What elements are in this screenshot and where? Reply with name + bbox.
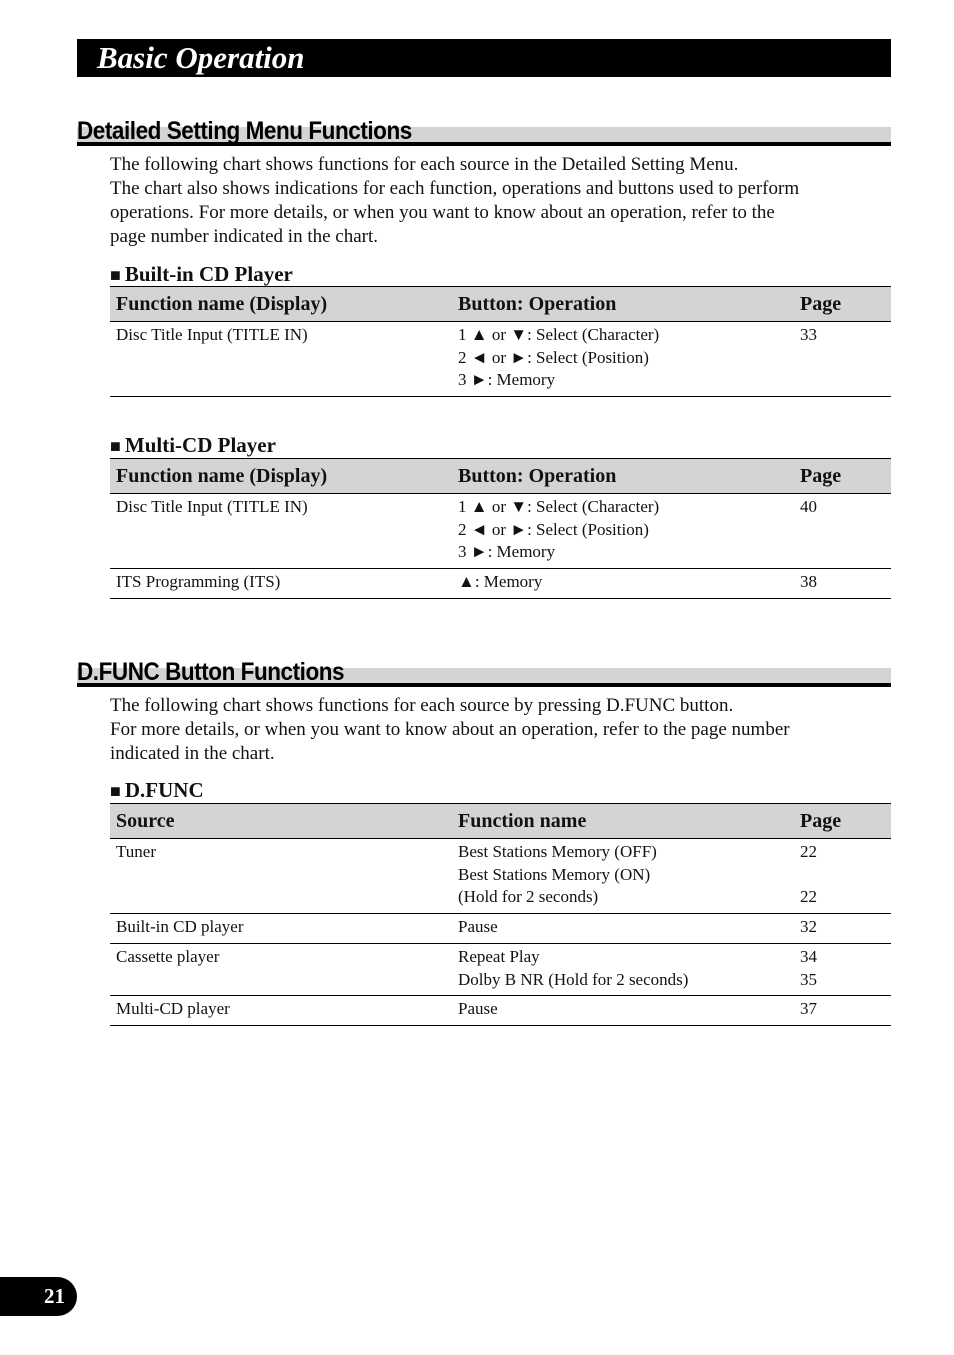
- source-cell: Built-in CD player: [110, 914, 452, 944]
- page-cell: [794, 943, 891, 995]
- page-line: 22: [800, 842, 817, 861]
- chapter-title: Basic Operation: [97, 40, 305, 75]
- subheading-builtin-cd: [110, 262, 293, 287]
- operation-line: 3 ►: Memory: [458, 370, 556, 390]
- section-title: Detailed Setting Menu Functions: [77, 117, 412, 145]
- table-row: [110, 322, 891, 397]
- function-line: Pause: [458, 917, 498, 937]
- operation-line: 1 ▲ or ▼: Select (Character): [458, 325, 660, 344]
- operation-cell: [452, 494, 794, 569]
- operation-cell: [452, 569, 794, 599]
- subheading-dfunc: [110, 778, 204, 803]
- section-heading-detailed-setting: [77, 108, 891, 146]
- section-title: D.FUNC Button Functions: [77, 658, 345, 686]
- operation-line: 1 ▲ or ▼: Select (Character): [458, 497, 660, 516]
- page-cell: 33: [794, 322, 891, 397]
- function-line: Best Stations Memory (OFF): [458, 842, 657, 861]
- page-cell: [794, 839, 891, 914]
- subheading-label: Multi-CD Player: [124, 433, 276, 457]
- table-row: [110, 569, 891, 599]
- column-header: Button: Operation: [452, 287, 794, 322]
- column-header: Button: Operation: [452, 459, 794, 494]
- dfunc-table: [110, 803, 891, 1026]
- function-line: Repeat Play: [458, 946, 540, 966]
- intro-line: operations. For more details, or when you want to know about an operation, refer to the: [110, 202, 775, 223]
- page-spacer: [800, 864, 891, 887]
- table-row: [110, 494, 891, 569]
- page-cell: 40: [794, 494, 891, 569]
- page-line: 34: [800, 946, 817, 966]
- table-header-row: [110, 459, 891, 494]
- function-line: Best Stations Memory (ON): [458, 864, 651, 884]
- function-line: Dolby B NR (Hold for 2 seconds): [458, 969, 689, 989]
- page-cell: [794, 914, 891, 944]
- function-cell: Disc Title Input (TITLE IN): [110, 322, 452, 397]
- intro-line: page number indicated in the chart.: [110, 226, 379, 247]
- source-cell: Tuner: [110, 839, 452, 914]
- column-header: Function name (Display): [110, 459, 452, 494]
- page-line: 32: [800, 917, 817, 937]
- operation-line: 2 ◄ or ►: Select (Position): [458, 519, 649, 539]
- subheading-multi-cd: [110, 433, 276, 458]
- page-cell: 38: [794, 569, 891, 599]
- table-row: [110, 996, 891, 1026]
- subheading-label: Built-in CD Player: [124, 262, 293, 286]
- table-header-row: [110, 287, 891, 322]
- page-number-tab: [0, 1277, 77, 1316]
- page-line: 35: [800, 969, 817, 989]
- intro-line: The following chart shows functions for each source by pressing D.FUNC button.: [110, 695, 734, 716]
- operation-line: ▲: Memory: [458, 572, 543, 592]
- column-header: Function name (Display): [110, 287, 452, 322]
- square-bullet-icon: ■: [110, 265, 121, 285]
- operation-cell: [452, 322, 794, 397]
- operation-line: 2 ◄ or ►: Select (Position): [458, 347, 649, 367]
- intro-line: The chart also shows indications for each function, operations and buttons used to perform: [110, 178, 800, 199]
- square-bullet-icon: ■: [110, 436, 121, 456]
- column-header: Function name: [452, 804, 794, 839]
- function-cell: [452, 839, 794, 914]
- section-heading-dfunc: [77, 649, 891, 687]
- page-cell: [794, 996, 891, 1026]
- column-header: Page: [794, 804, 891, 839]
- function-cell: ITS Programming (ITS): [110, 569, 452, 599]
- column-header: Page: [794, 459, 891, 494]
- chapter-banner: [77, 39, 891, 77]
- function-cell: [452, 943, 794, 995]
- intro-line: indicated in the chart.: [110, 743, 275, 764]
- page-number: 21: [44, 1284, 65, 1308]
- function-line: (Hold for 2 seconds): [458, 887, 599, 907]
- page-line: 22: [800, 887, 817, 907]
- page-line: 37: [800, 999, 817, 1019]
- function-cell: Disc Title Input (TITLE IN): [110, 494, 452, 569]
- operation-line: 3 ►: Memory: [458, 542, 556, 562]
- source-cell: Multi-CD player: [110, 996, 452, 1026]
- table-row: [110, 839, 891, 914]
- intro-line: For more details, or when you want to know about an operation, refer to the page number: [110, 719, 790, 740]
- multi-cd-table: [110, 458, 891, 599]
- function-cell: [452, 914, 794, 944]
- intro-line: The following chart shows functions for each source in the Detailed Setting Menu.: [110, 154, 739, 175]
- table-row: [110, 943, 891, 995]
- section1-intro: [110, 153, 880, 249]
- square-bullet-icon: ■: [110, 781, 121, 801]
- column-header: Page: [794, 287, 891, 322]
- function-cell: [452, 996, 794, 1026]
- source-cell: Cassette player: [110, 943, 452, 995]
- table-row: [110, 914, 891, 944]
- table-header-row: [110, 804, 891, 839]
- section2-intro: [110, 694, 880, 766]
- column-header: Source: [110, 804, 452, 839]
- subheading-label: D.FUNC: [124, 778, 204, 802]
- builtin-cd-table: [110, 286, 891, 397]
- function-line: Pause: [458, 999, 498, 1019]
